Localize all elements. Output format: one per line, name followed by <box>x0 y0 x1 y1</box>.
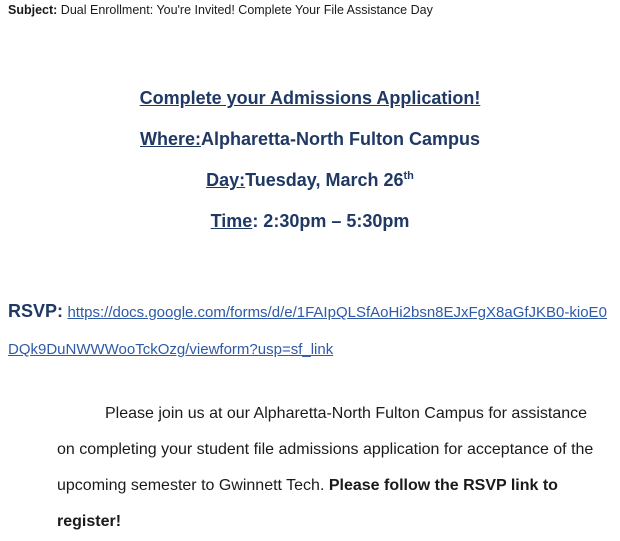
subject-label: Subject: <box>8 3 58 17</box>
email-subject <box>8 3 433 17</box>
rsvp-section <box>8 293 613 368</box>
headline-text: Complete your Admissions Application! <box>139 88 481 108</box>
rsvp-link[interactable]: https://docs.google.com/forms/d/e/1FAIpQLSfAoHi2bsn8EJxFgX8aGfJKB0-kioE0DQk9DuNWWWooTckOzg/viewform?usp=sf_link <box>8 304 607 358</box>
day-line <box>0 170 620 191</box>
body-bold-text: Please follow the RSVP link to register! <box>57 477 558 530</box>
headline <box>0 88 620 109</box>
where-value: Alpharetta-North Fulton Campus <box>201 129 480 149</box>
subject-text: Dual Enrollment: You're Invited! Complete Your File Assistance Day <box>60 3 433 17</box>
body-text: Please join us at our Alpharetta-North Fulton Campus for assistance on completing your student file admissions application for acceptance of the upcoming semester to Gwinnett Tech. <box>57 405 594 494</box>
body-paragraph <box>57 396 607 540</box>
day-suffix: th <box>403 170 414 182</box>
day-label: Day: <box>206 170 246 190</box>
time-value: : 2:30pm – 5:30pm <box>252 211 410 231</box>
rsvp-label: RSVP: <box>8 301 64 321</box>
time-label: Time <box>210 211 253 231</box>
where-label: Where: <box>139 129 201 149</box>
time-line <box>0 211 620 232</box>
where-line <box>0 129 620 150</box>
day-value: Tuesday, March 26 <box>245 170 404 190</box>
